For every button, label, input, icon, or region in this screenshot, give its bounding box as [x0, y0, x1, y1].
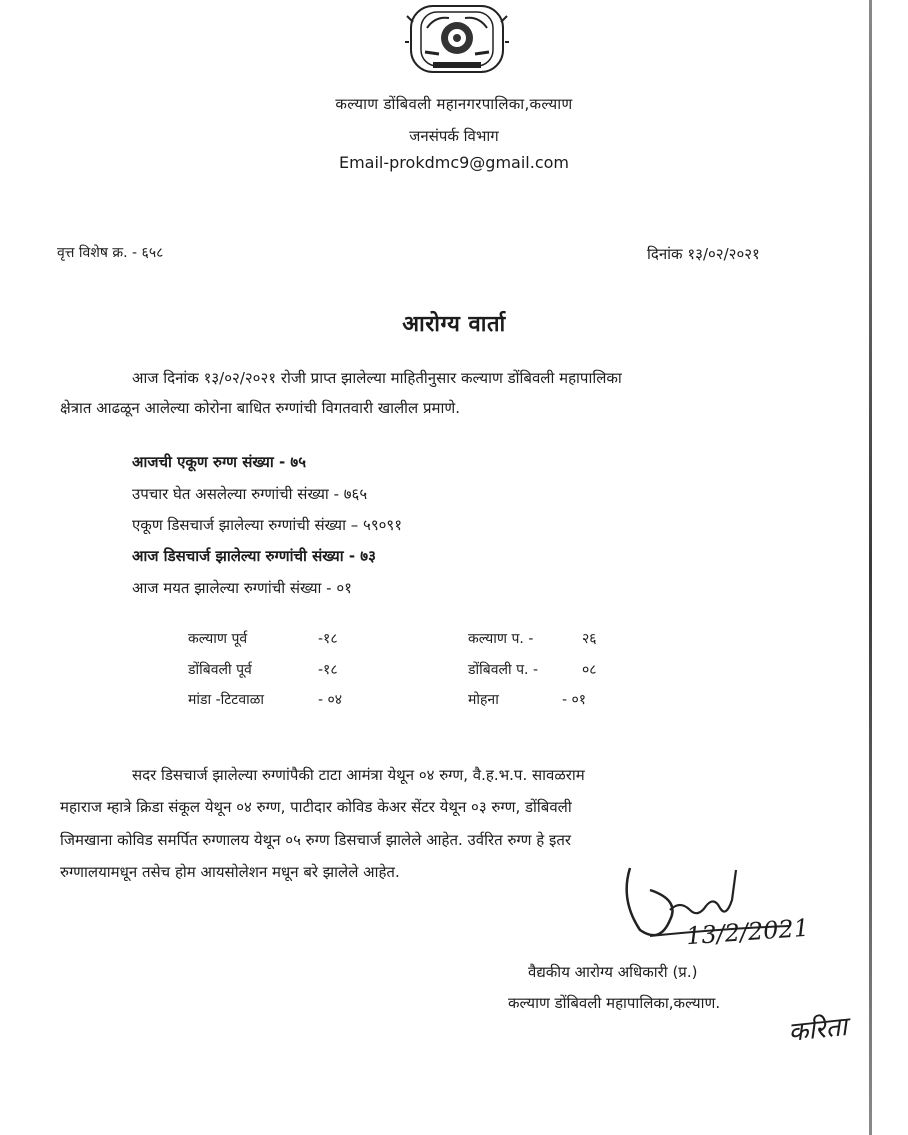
kdmc-seal-icon — [405, 2, 509, 78]
org-name: कल्याण डोंबिवली महानगरपालिका,कल्याण — [335, 95, 573, 113]
ward-name: कल्याण पूर्व — [188, 631, 248, 647]
stat-total-today: आजची एकूण रुग्ण संख्या - ७५ — [132, 453, 306, 471]
paragraph-line: सदर डिसचार्ज झालेल्या रुग्णांपैकी टाटा आमंत्रा येथून ०४ रुग्ण, वै.ह.भ.प. सावळराम — [132, 766, 585, 784]
signatory-organization: कल्याण डोंबिवली महापालिका,कल्याण. — [508, 994, 721, 1012]
stat-total-discharged: एकूण डिसचार्ज झालेल्या रुग्णांची संख्या – ५९०९१ — [132, 516, 403, 534]
ward-value: -१८ — [318, 662, 338, 678]
ward-name: मांडा -टिटवाळा — [188, 692, 265, 708]
paragraph-line: महाराज म्हात्रे क्रिडा संकूल येथून ०४ रुग्ण, पाटीदार कोविड केअर सेंटर येथून ०३ रुग्ण, डोंबिवली — [60, 798, 572, 816]
stat-deaths-today: आज मयत झालेल्या रुग्णांची संख्या - ०१ — [132, 579, 352, 597]
reference-number: वृत्त विशेष क्र. - ६५८ — [57, 245, 164, 261]
ward-value: - ०४ — [318, 692, 343, 708]
signature-date: 13/2/2021 — [685, 913, 810, 951]
email-line: Email-prokdmc9@gmail.com — [338, 153, 569, 172]
ward-value: ०८ — [582, 662, 597, 678]
ward-value: - ०१ — [562, 692, 587, 708]
stat-discharged-today: आज डिसचार्ज झालेल्या रुग्णांची संख्या - ७३ — [132, 547, 376, 565]
document-title: आरोग्य वार्ता — [402, 312, 506, 337]
department-name: जनसंपर्क विभाग — [409, 127, 499, 145]
signatory-designation: वैद्यकीय आरोग्य अधिकारी (प्र.) — [528, 963, 698, 981]
document-date: दिनांक १३/०२/२०२१ — [647, 245, 760, 263]
intro-line-2: क्षेत्रात आढळून आलेल्या कोरोना बाधित रुग्णांची विगतवारी खालील प्रमाणे. — [60, 399, 460, 417]
ward-value: २६ — [582, 631, 597, 647]
ward-name: कल्याण प. - — [468, 631, 534, 647]
stat-active: उपचार घेत असलेल्या रुग्णांची संख्या - ७६५ — [132, 485, 368, 503]
ward-name: डोंबिवली पूर्व — [188, 662, 252, 678]
intro-line-1: आज दिनांक १३/०२/२०२१ रोजी प्राप्त झालेल्या माहितीनुसार कल्याण डोंबिवली महापालिका — [132, 369, 622, 387]
ward-value: -१८ — [318, 631, 338, 647]
paragraph-line: रुग्णालयामधून तसेच होम आयसोलेशन मधून बरे झालेले आहेत. — [60, 863, 400, 881]
ward-name: मोहना — [468, 692, 499, 708]
signatory-for-text: करिता — [786, 1011, 849, 1048]
ward-name: डोंबिवली प. - — [468, 662, 538, 678]
paragraph-line: जिमखाना कोविड समर्पित रुग्णालय येथून ०५ रुग्ण डिसचार्ज झालेले आहेत. उर्वरित रुग्ण हे इतर — [60, 831, 572, 849]
